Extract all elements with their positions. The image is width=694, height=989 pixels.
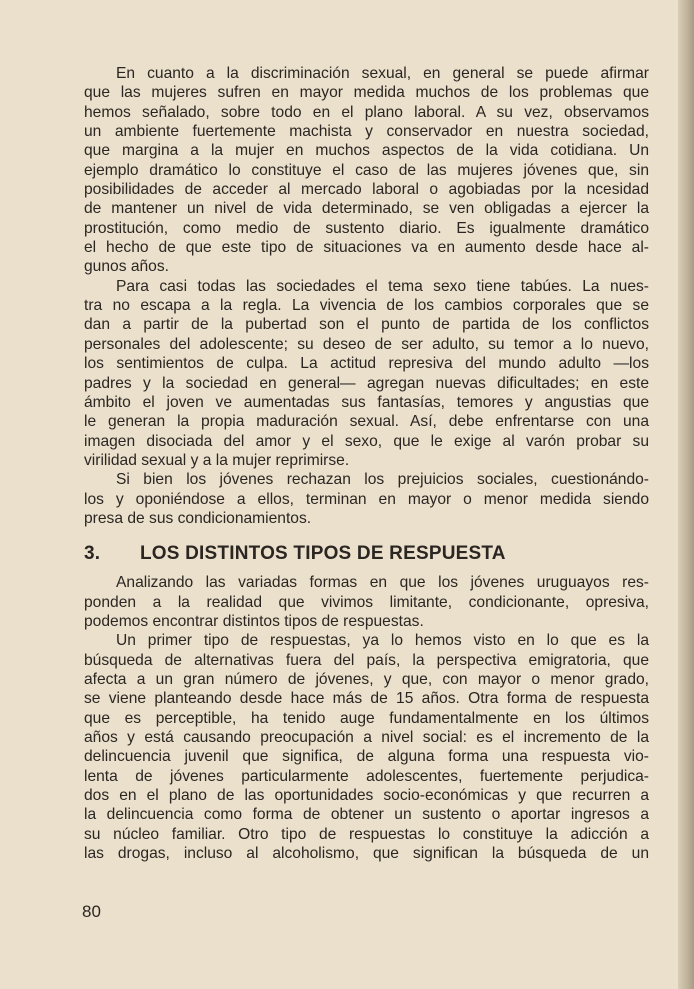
paragraph [84, 470, 649, 528]
text-line: lenta de jóvenes particularmente adolescentes, fuertemente perjudica- [84, 767, 649, 785]
text-line: dan a partir de la pubertad son el punto de partida de los conflictos [84, 316, 649, 334]
paragraph [84, 631, 649, 863]
page-number: 80 [82, 902, 101, 921]
text-line: personales del adolescente; su deseo de ser adulto, su temor a lo nuevo, [84, 335, 649, 353]
text-line: imagen disociada del amor y el sexo, que le exige al varón probar su [84, 432, 649, 450]
text-line: su núcleo familiar. Otro tipo de respuestas lo constituye la adicción a [84, 825, 649, 843]
text-line: ámbito el joven ve aumentadas sus fantasías, temores y angustias que [84, 393, 649, 411]
text-line: Para casi todas las sociedades el tema sexo tiene tabúes. La nues- [116, 277, 649, 295]
text-line: que las mujeres sufren en mayor medida muchos de los problemas que [84, 84, 649, 102]
text-line: búsqueda de alternativas fuera del país, la perspectiva emigratoria, que [84, 651, 649, 669]
page-body [84, 64, 649, 863]
text-line: Un primer tipo de respuestas, ya lo hemos visto en lo que es la [116, 632, 649, 650]
text-line: se viene planteando desde hace más de 15 años. Otra forma de respuesta [84, 690, 649, 708]
text-line: ponden a la realidad que vivimos limitante, condicionante, opresiva, [84, 593, 649, 611]
text-line: le generan la propia maduración sexual. Así, debe enfrentarse con una [84, 413, 649, 431]
text-line: podemos encontrar distintos tipos de respuestas. [84, 612, 424, 630]
text-after-section [84, 573, 649, 863]
paragraph [84, 573, 649, 631]
paragraph [84, 277, 649, 470]
text-line: Si bien los jóvenes rechazan los prejuicios sociales, cuestionándo- [116, 471, 649, 489]
paragraph [84, 64, 649, 277]
text-line: hemos señalado, sobre todo en el plano laboral. A su vez, observamos [84, 103, 649, 121]
text-line: En cuanto a la discriminación sexual, en general se puede afirmar [116, 65, 649, 82]
text-line: ejemplo dramático lo constituye el caso de las mujeres jóvenes que, sin [84, 161, 649, 179]
text-line: el hecho de que este tipo de situaciones va en aumento desde hace al- [84, 239, 649, 257]
section-number: 3. [84, 543, 101, 565]
text-line: años y está causando preocupación a nivel social: es el incremento de la [84, 729, 649, 746]
text-before-section [84, 64, 649, 528]
text-line: los sentimientos de culpa. La actitud represiva del mundo adulto —los [84, 355, 649, 373]
text-line: los y oponiéndose a ellos, terminan en mayor o menor medida siendo [84, 490, 649, 508]
text-line: posibilidades de acceder al mercado laboral o agobiadas por la ncesidad [84, 181, 649, 199]
text-line: afecta a un gran número de jóvenes, y que, con mayor o menor grado, [84, 670, 649, 688]
text-line: gunos años. [84, 258, 169, 276]
text-line: las drogas, incluso al alcoholismo, que significan la búsqueda de un [84, 845, 649, 863]
text-line: presa de sus condicionamientos. [84, 509, 312, 527]
text-line: que es perceptible, ha tenido auge fundamentalmente en los últimos [84, 709, 649, 727]
text-line: que margina a la mujer en muchos aspectos de la vida cotidiana. Un [84, 142, 649, 160]
text-line: virilidad sexual y a la mujer reprimirse. [84, 451, 350, 469]
text-line: la delincuencia como forma de obtener un sustento o aportar ingresos a [84, 806, 649, 824]
section-heading [84, 543, 649, 567]
text-line: padres y la sociedad en general— agregan nuevas dificultades; en este [84, 374, 649, 392]
text-line: tra no escapa a la regla. La vivencia de los cambios corporales que se [84, 297, 649, 315]
text-line: un ambiente fuertemente machista y conservador en nuestra sociedad, [84, 123, 649, 141]
text-line: de mantener un nivel de vida determinado, se ven obligadas a ejercer la [84, 200, 649, 218]
page-edge [678, 0, 694, 989]
text-line: Analizando las variadas formas en que los jóvenes uruguayos res- [116, 574, 649, 592]
text-line: dos en el plano de las oportunidades socio-económicas y que recurren a [84, 787, 649, 805]
section-title: LOS DISTINTOS TIPOS DE RESPUESTA [140, 543, 506, 565]
text-line: prostitución, como medio de sustento diario. Es igualmente dramático [84, 219, 649, 237]
text-line: delincuencia juvenil que significa, de alguna forma una respuesta vio- [84, 748, 649, 766]
